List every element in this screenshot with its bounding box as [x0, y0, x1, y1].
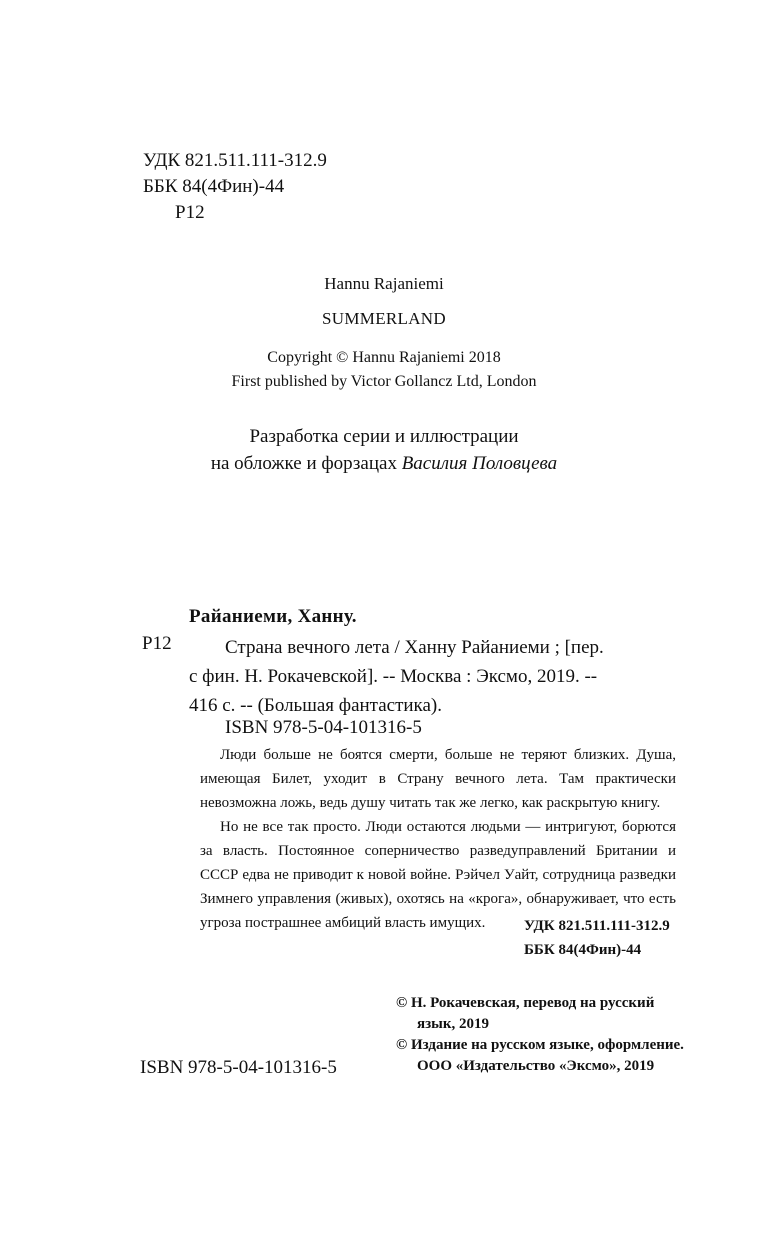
- edition-rights: © Издание на русском языке, оформление. ООО «Издательство «Эксмо», 2019: [396, 1037, 684, 1074]
- catalog-isbn: ISBN 978-5-04-101316-5: [225, 717, 422, 738]
- first-published-line: First published by Victor Gollancz Ltd, London: [231, 373, 537, 390]
- annotation-paragraph-1: Люди больше не боятся смерти, больше не теряют близких. Душа, имеющая Билет, уходит в Страну вечного лета. Там практически невозможна ложь, ведь душу читать так же легко, как раскрытую книгу.: [200, 747, 676, 811]
- design-line-2-prefix: на обложке и форзацах: [210, 453, 402, 474]
- udk-code: УДК 821.511.111-312.9: [143, 150, 327, 171]
- bottom-bbk-code: ББК 84(4Фин)-44: [524, 942, 642, 958]
- header-codes: [143, 148, 327, 226]
- bottom-classification-codes: [524, 914, 670, 962]
- annotation-paragraph-2: Но не все так просто. Люди остаются людьми — интригуют, борются за власть. Постоянное соперничество разведуправлений Британии и СССР едва не приводит к новой войне. Рэйчел Уайт, сотрудница разведки Зимнего управления (живых), охотясь на «крога», обнаруживает, что есть угроза пострашнее амбиций власть имущих.: [200, 819, 676, 931]
- author-mark-code: Р12: [175, 202, 205, 223]
- series-design-credit: [0, 423, 768, 477]
- original-copyright-block: [0, 346, 768, 394]
- isbn-bottom: ISBN 978-5-04-101316-5: [140, 1057, 337, 1078]
- design-line-2: [0, 450, 768, 477]
- bibliographic-description: [189, 633, 675, 720]
- biblio-line-3: 416 с. -- (Большая фантастика).: [189, 695, 443, 716]
- rights-notices: [396, 993, 696, 1077]
- annotation: [200, 743, 676, 935]
- biblio-line-1: Страна вечного лета / Ханну Райаниеми ; [пер.: [225, 637, 604, 658]
- bbk-code: ББК 84(4Фин)-44: [143, 176, 285, 197]
- translation-rights: © Н. Рокачевская, перевод на русский язык, 2019: [396, 995, 655, 1032]
- catalog-author: Райаниеми, Ханну.: [189, 606, 357, 627]
- illustrator-name: Василия Половцева: [401, 453, 558, 474]
- original-author: Hannu Rajaniemi: [324, 274, 444, 293]
- biblio-line-2: с фин. Н. Рокачевской]. -- Москва : Эксмо, 2019. --: [189, 666, 598, 687]
- original-title: SUMMERLAND: [322, 309, 446, 328]
- design-line-1: Разработка серии и иллюстрации: [249, 426, 519, 447]
- copyright-line: Copyright © Hannu Rajaniemi 2018: [267, 349, 501, 366]
- catalog-code: Р12: [142, 633, 172, 654]
- bottom-udk-code: УДК 821.511.111-312.9: [524, 918, 670, 934]
